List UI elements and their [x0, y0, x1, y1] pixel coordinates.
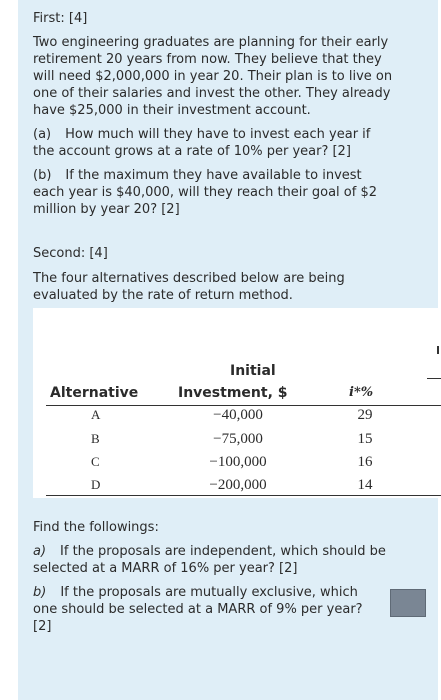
second-part-b-label: b)	[33, 585, 47, 600]
cell-alternative: B	[91, 431, 100, 446]
header-rate: i*%	[349, 385, 374, 400]
cell-rate: 16	[357, 454, 373, 470]
table-row	[33, 407, 441, 429]
table-top-rule	[46, 405, 441, 406]
cell-investment: −40,000	[213, 407, 263, 423]
header-alternative: Alternative	[50, 385, 139, 401]
side-scroll-button[interactable]	[390, 589, 426, 617]
alternatives-table	[33, 308, 441, 498]
cell-rate: 14	[357, 477, 373, 493]
edge-tick-mark	[437, 346, 439, 354]
first-part-b	[33, 167, 393, 218]
find-heading: Find the followings:	[33, 520, 159, 535]
edge-line-mark	[427, 378, 441, 379]
cell-investment: −200,000	[209, 477, 267, 493]
second-part-a-text: If the proposals are independent, which should be selected at a MARR of 16% per year? [2]	[33, 544, 386, 576]
header-initial: Initial	[230, 363, 276, 379]
second-heading: Second: [4]	[33, 246, 108, 261]
table-row	[33, 431, 441, 453]
table-bottom-rule	[46, 495, 441, 496]
first-intro: Two engineering graduates are planning for their early retirement 20 years from now. They believe that they will need $2,000,000 in year 20. Their plan is to live on one of their salaries and invest the other. They already have $25,000 in their investment account.	[33, 35, 393, 118]
table-row	[33, 454, 441, 476]
cell-investment: −75,000	[213, 431, 263, 447]
second-part-b-text: If the proposals are mutually exclusive, which one should be selected at a MARR of 9% per year? [2]	[33, 585, 363, 634]
header-investment: Investment, $	[178, 385, 288, 401]
cell-alternative: C	[91, 454, 100, 469]
second-part-a	[33, 543, 393, 577]
first-part-a-text: How much will they have to invest each year if the account grows at a rate of 10% per year? [2]	[33, 127, 371, 159]
first-part-a	[33, 126, 393, 160]
first-part-b-label: (b)	[33, 168, 52, 183]
first-part-a-label: (a)	[33, 127, 52, 142]
second-part-b	[33, 584, 373, 635]
second-intro: The four alternatives described below are being evaluated by the rate of return method.	[33, 271, 345, 303]
cell-investment: −100,000	[209, 454, 267, 470]
cell-rate: 29	[357, 407, 373, 423]
second-part-a-label: a)	[33, 544, 47, 559]
cell-alternative: D	[91, 477, 101, 492]
cell-rate: 15	[357, 431, 373, 447]
first-part-b-text: If the maximum they have available to invest each year is $40,000, will they reach their goal of $2 million by year 20? [2]	[33, 168, 378, 217]
first-heading: First: [4]	[33, 11, 88, 26]
cell-alternative: A	[91, 407, 101, 422]
